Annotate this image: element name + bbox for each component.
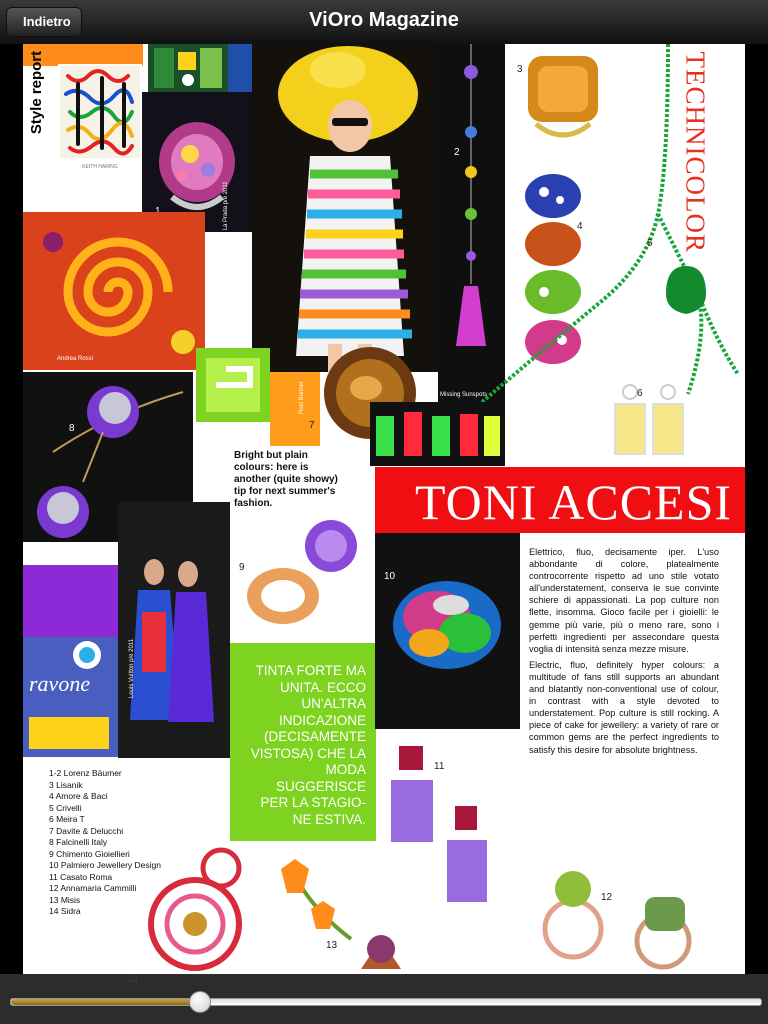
photo-credit-missing: Missing Sunspots <box>440 392 488 398</box>
amethyst-ring-photo <box>233 510 373 634</box>
citrine-ring-photo <box>508 44 678 154</box>
jewel-number-8: 8 <box>69 423 75 434</box>
credit-line: 13 Misis <box>49 894 81 905</box>
jewel-number-9: 9 <box>239 562 245 573</box>
credit-line: 3 Lisanik <box>49 779 83 790</box>
ravone-lettering: ravone <box>29 671 91 696</box>
credit-line: 9 Chimento Gioiellieri <box>49 848 130 859</box>
lily-brooch-photo <box>251 849 411 974</box>
jewel-number-6: 6 <box>637 388 643 399</box>
article-body-english: Electric, fluo, definitely hyper colours: a multitude of fans still supports an abundant and blatantly non-conventional use of colour, in contrast with a style devoted to understatement. Pop culture is still rocking. A piece of cake for jewellery: a variety of rare or common gems are the perfect ingredients to satisfy this desire for absolute brightness. <box>529 659 719 755</box>
credit-line: 4 Amore & Baci <box>49 791 108 801</box>
style-report-label: Style report <box>28 50 46 135</box>
haring-label: KEITH HARING <box>82 164 118 170</box>
credit-line: 12 Annamaria Cammilli <box>49 883 137 893</box>
jewel-number-5: 5 <box>647 238 653 249</box>
jewel-number-2: 2 <box>454 147 460 158</box>
credit-line: 7 Davite & Delucchi <box>49 825 124 836</box>
photo-credit-vuitton: Louis Vuitton p/e 2011 <box>129 638 135 698</box>
multigem-ring-photo <box>375 533 520 729</box>
page-scrubber-thumb[interactable] <box>189 991 211 1013</box>
italian-caption-box <box>230 643 376 841</box>
jewel-number-3: 3 <box>517 64 523 75</box>
haring-pattern-image <box>58 64 142 174</box>
neon-glasses-photo <box>370 402 505 466</box>
orange-tile <box>270 372 320 446</box>
pendant-necklace-photo <box>438 44 505 402</box>
louis-vuitton-models-photo <box>118 502 230 758</box>
magazine-page[interactable] <box>23 44 745 974</box>
navigation-bar <box>0 0 768 45</box>
english-caption: Bright but plain colours: here is another (quite showy) tip for next summer's fashion. <box>234 450 338 509</box>
yellow-earrings-photo <box>605 374 705 466</box>
credit-line: 10 Palmiero Jewellery Design <box>49 860 161 870</box>
headline: TONI ACCESI <box>415 474 733 530</box>
credit-line: 8 Falcinelli Italy <box>49 837 108 847</box>
green-tile-image <box>148 44 228 92</box>
article-body <box>529 546 719 760</box>
blue-tile-image <box>228 44 252 92</box>
photo-credit-andrea: Andrea Rossi <box>57 356 94 362</box>
back-button-label: Indietro <box>23 14 71 29</box>
app-title: ViOro Magazine <box>309 9 459 31</box>
credit-line: 14 Sidra <box>49 906 81 916</box>
spiral-painting <box>23 212 205 370</box>
page-scrubber-bar <box>0 974 768 1024</box>
rose-brooch-photo <box>131 844 251 974</box>
jewel-number-12: 12 <box>601 892 613 903</box>
photo-credit-agatha: Agatha Ruiz De La Prada p/e 2011 <box>223 181 229 274</box>
photo-credit-bonnet: Rosi Bonnet <box>299 381 305 414</box>
green-swirl-art <box>196 348 270 422</box>
jewel-number-11: 11 <box>434 761 445 772</box>
credit-line: 6 Meira T <box>49 814 85 824</box>
headline-banner <box>375 467 745 533</box>
technicolor-heading: TECHNICOLOR <box>680 51 711 253</box>
credit-line: 11 Casato Roma <box>49 871 113 882</box>
jewel-number-10: 10 <box>384 571 396 582</box>
runway-model-photo <box>252 44 438 372</box>
credit-line: 1-2 Lorenz Bäumer <box>49 768 122 778</box>
enamel-rings-photo <box>520 172 586 372</box>
ravone-artwork <box>23 637 118 757</box>
keith-haring-artwork <box>58 64 142 174</box>
credit-line: 5 Crivelli <box>49 802 82 813</box>
jewel-number-7: 7 <box>309 420 315 431</box>
page-scrubber-fill <box>11 999 199 1005</box>
article-body-italian: Elettrico, fluo, decisamente iper. L'uso abbondante di colore, platealmente controcorrente rispetto ad uno stile votato all'understatement, conserva le sue convinte schiere di appassionati. La pop culture non flette, insomma. Gioco facile per i gioielli: le gemme più varie, più o meno rare, sono i perfetti ingredienti per assecondare questa voglia di intensità senza mezze misure. <box>529 547 719 654</box>
page-scrubber-track[interactable] <box>10 998 762 1006</box>
italian-caption: TINTA FORTE MA UNITA. ECCO UN'ALTRA INDICAZIONE (DECISAMENTE VISTOSA) CHE LA MODA SUGGERISCE PER LA STAGIO- NE ESTIVA. <box>250 663 366 827</box>
purple-block <box>23 565 118 637</box>
jewel-number-4: 4 <box>577 221 583 232</box>
green-gem-rings-photo <box>523 859 745 974</box>
jewel-number-13: 13 <box>326 940 338 951</box>
